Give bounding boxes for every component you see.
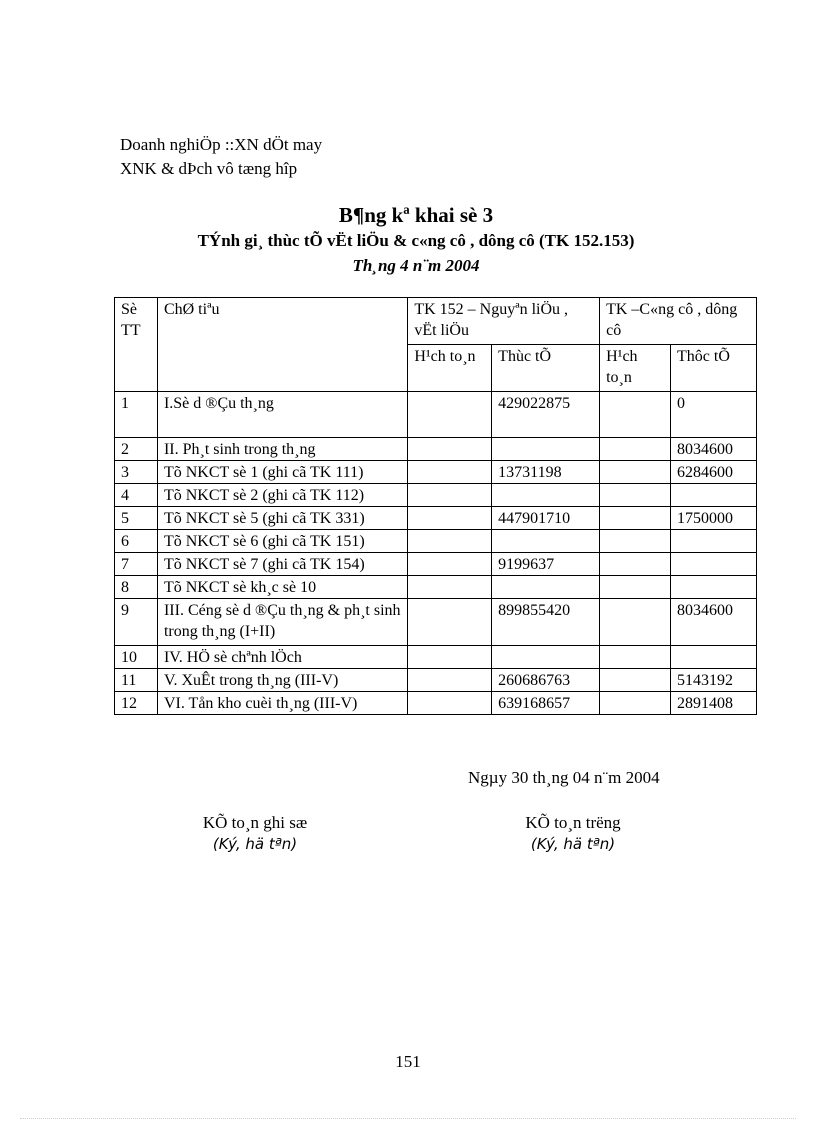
row-stt: 2: [115, 438, 158, 461]
organization-block: [120, 133, 322, 181]
row-thucte-153: 1750000: [671, 507, 757, 530]
header-row-1: [115, 298, 757, 345]
row-hachtoan-152: [408, 646, 492, 669]
row-thucte-153: 5143192: [671, 669, 757, 692]
signing-date: Ngµy 30 th¸ng 04 n¨m 2004: [468, 768, 660, 787]
accountant-note: (Ký, hä tªn): [212, 835, 298, 853]
row-stt: 12: [115, 692, 158, 715]
row-thucte-152: [492, 438, 600, 461]
row-hachtoan-152: [408, 530, 492, 553]
col-header-tk152: TK 152 – Nguyªn liÖu , vËt liÖu: [408, 298, 600, 345]
row-hachtoan-153: [600, 669, 671, 692]
row-hachtoan-153: [600, 530, 671, 553]
row-stt: 11: [115, 669, 158, 692]
row-hachtoan-153: [600, 599, 671, 646]
page-bottom-divider: [20, 1118, 796, 1119]
document-title: B¶ng kª khai sè 3: [338, 203, 494, 227]
row-hachtoan-152: [408, 484, 492, 507]
table-row: [115, 669, 757, 692]
row-stt: 4: [115, 484, 158, 507]
row-hachtoan-152: [408, 507, 492, 530]
row-thucte-153: 0: [671, 392, 757, 438]
row-label: Tõ NKCT sè 1 (ghi cã TK 111): [157, 461, 407, 484]
row-thucte-152: 9199637: [492, 553, 600, 576]
row-label: Tõ NKCT sè 7 (ghi cã TK 154): [157, 553, 407, 576]
row-label: Tõ NKCT sè 5 (ghi cã TK 331): [157, 507, 407, 530]
row-hachtoan-152: [408, 599, 492, 646]
row-hachtoan-153: [600, 553, 671, 576]
row-thucte-153: [671, 646, 757, 669]
subheader-hachtoan-153: H¹ch to¸n: [600, 345, 671, 392]
chief-accountant-role: KÕ to¸n trëng: [525, 813, 621, 832]
document-subtitle: TÝnh gi¸ thùc tÕ vËt liÖu & c«ng cô , dông cô (TK 152.153): [197, 231, 635, 250]
row-stt: 10: [115, 646, 158, 669]
subheader-thucte-153: Thôc tÕ: [671, 345, 757, 392]
row-hachtoan-152: [408, 461, 492, 484]
row-thucte-152: 447901710: [492, 507, 600, 530]
row-hachtoan-153: [600, 507, 671, 530]
table-row: [115, 438, 757, 461]
row-label: Tõ NKCT sè 6 (ghi cã TK 151): [157, 530, 407, 553]
row-thucte-152: [492, 530, 600, 553]
row-hachtoan-152: [408, 553, 492, 576]
row-hachtoan-152: [408, 392, 492, 438]
row-thucte-153: [671, 576, 757, 599]
row-stt: 9: [115, 599, 158, 646]
table-row: [115, 392, 757, 438]
row-thucte-153: 8034600: [671, 599, 757, 646]
table-row: [115, 530, 757, 553]
table-row: [115, 507, 757, 530]
table-row: [115, 484, 757, 507]
row-thucte-152: [492, 576, 600, 599]
row-stt: 8: [115, 576, 158, 599]
page-number: 151: [395, 1052, 421, 1071]
accountant-role: KÕ to¸n ghi sæ: [202, 813, 308, 832]
table-row: [115, 599, 757, 646]
row-stt: 6: [115, 530, 158, 553]
row-thucte-152: [492, 484, 600, 507]
row-label: VI. Tån kho cuèi th¸ng (III-V): [157, 692, 407, 715]
row-thucte-153: 6284600: [671, 461, 757, 484]
col-header-tk153: TK –C«ng cô , dông cô: [600, 298, 757, 345]
row-label: Tõ NKCT sè kh¸c sè 10: [157, 576, 407, 599]
row-hachtoan-152: [408, 692, 492, 715]
row-thucte-152: 429022875: [492, 392, 600, 438]
row-thucte-152: [492, 646, 600, 669]
row-hachtoan-153: [600, 646, 671, 669]
row-thucte-153: [671, 553, 757, 576]
row-label: I.Sè d ®Çu th¸ng: [157, 392, 407, 438]
chief-accountant-note: (Ký, hä tªn): [530, 835, 616, 853]
row-hachtoan-152: [408, 576, 492, 599]
table-row: [115, 461, 757, 484]
row-label: III. Céng sè d ®Çu th¸ng & ph¸t sinh trong th¸ng (I+II): [157, 599, 407, 646]
row-stt: 7: [115, 553, 158, 576]
row-label: Tõ NKCT sè 2 (ghi cã TK 112): [157, 484, 407, 507]
row-label: IV. HÖ sè chªnh lÖch: [157, 646, 407, 669]
signature-chief-accountant: [478, 813, 668, 853]
col-header-chitieu: ChØ tiªu: [157, 298, 407, 392]
document-period: Th¸ng 4 n¨m 2004: [352, 256, 480, 275]
row-thucte-153: 8034600: [671, 438, 757, 461]
row-thucte-153: [671, 530, 757, 553]
subheader-thucte-152: Thùc tÕ: [492, 345, 600, 392]
row-hachtoan-152: [408, 669, 492, 692]
table-row: [115, 553, 757, 576]
row-thucte-152: 639168657: [492, 692, 600, 715]
row-hachtoan-153: [600, 692, 671, 715]
org-line-2: XNK & dÞch vô tæng hîp: [120, 159, 298, 178]
row-label: V. XuÊt trong th¸ng (III-V): [157, 669, 407, 692]
row-stt: 1: [115, 392, 158, 438]
table-row: [115, 576, 757, 599]
row-thucte-152: 13731198: [492, 461, 600, 484]
row-thucte-152: 899855420: [492, 599, 600, 646]
signature-accountant: [160, 813, 350, 853]
row-hachtoan-153: [600, 484, 671, 507]
table-row: [115, 692, 757, 715]
row-thucte-152: 260686763: [492, 669, 600, 692]
row-hachtoan-153: [600, 438, 671, 461]
summary-table: [114, 297, 757, 715]
row-stt: 3: [115, 461, 158, 484]
row-label: II. Ph¸t sinh trong th¸ng: [157, 438, 407, 461]
row-hachtoan-153: [600, 392, 671, 438]
org-line-1: Doanh nghiÖp ::XN dÖt may: [120, 135, 323, 154]
table-row: [115, 646, 757, 669]
row-thucte-153: [671, 484, 757, 507]
row-hachtoan-153: [600, 576, 671, 599]
row-stt: 5: [115, 507, 158, 530]
row-thucte-153: 2891408: [671, 692, 757, 715]
subheader-hachtoan-152: H¹ch to¸n: [408, 345, 492, 392]
row-hachtoan-152: [408, 438, 492, 461]
row-hachtoan-153: [600, 461, 671, 484]
col-header-stt: Sè TT: [115, 298, 158, 392]
